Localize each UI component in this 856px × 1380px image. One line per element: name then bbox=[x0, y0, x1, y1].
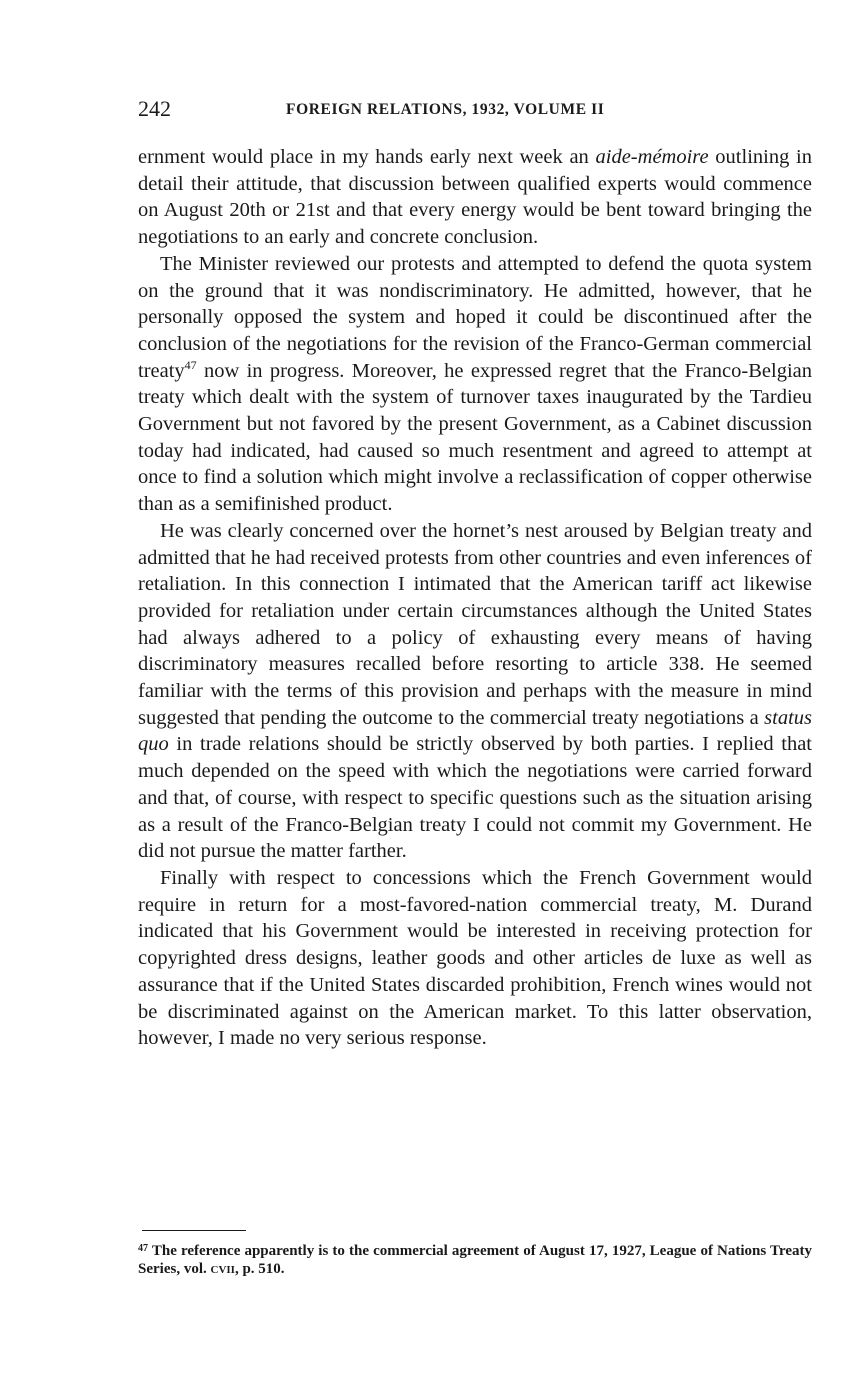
body-text bbox=[138, 144, 812, 1052]
paragraph-2-text-b: now in progress. Moreover, he expressed regret that the Franco-Belgian treaty which dealt with the system of turnover taxes inaugurated by the Tardieu Government but not favored by the present Government, as a Cabinet discussion today had indicated, had caused so much resentment and agreed to attempt at once to find a solution which might involve a reclassification of copper otherwise than as a semifinished product. bbox=[138, 359, 812, 516]
paragraph-3-text-a: He was clearly concerned over the hornet’s nest aroused by Belgian treaty and admitted that he had received protests from other countries and even inferences of retaliation. In this connection I intimated that the American tariff act likewise provided for retaliation under certain circumstances although the United States had always adhered to a policy of exhausting every means of having discriminatory measures recalled before resorting to article 338. He seemed familiar with the terms of this provision and perhaps with the measure in mind suggested that pending the outcome to the commercial treaty negotiations a bbox=[138, 519, 812, 729]
footnote-divider bbox=[142, 1230, 246, 1231]
paragraph-1-text-a: ernment would place in my hands early next week an bbox=[138, 146, 596, 168]
running-title: FOREIGN RELATIONS, 1932, VOLUME II bbox=[286, 101, 605, 118]
paragraph-1-text-b: outlining in detail their attitude, that discussion between qualified experts would commence on August 20th or 21st and that every energy would be bent toward bringing the negotiations to an early and concrete conclusion. bbox=[138, 146, 812, 249]
footnote-47 bbox=[138, 1240, 812, 1278]
paragraph-3-text-b: in trade relations should be strictly observed by both parties. I replied that much depended on the speed with which the negotiations were carried forward and that, of course, with respect to specific questions such as the situation arising as a result of the Franco-Belgian treaty I could not commit my Government. He did not pursue the matter farther. bbox=[138, 733, 812, 863]
paragraph-4 bbox=[138, 865, 812, 1052]
footnote-text-a: The reference apparently is to the commercial agreement of August 17, 1927, League of Nations Treaty Series, vol. bbox=[138, 1243, 812, 1277]
paragraph-1-italic: aide-mémoire bbox=[595, 146, 709, 168]
footnote-text-b: , p. 510. bbox=[234, 1261, 285, 1277]
paragraph-3 bbox=[138, 518, 812, 865]
paragraph-3-italic: status quo bbox=[138, 706, 812, 756]
footnote-marker: 47 bbox=[138, 1243, 148, 1254]
footnote-reference-47: 47 bbox=[184, 357, 197, 372]
footnote-volume: cvii bbox=[210, 1261, 235, 1277]
paragraph-2-text-a: The Minister reviewed our protests and attempted to defend the quota system on the ground that it was nondiscriminatory. He admitted, however, that he personally opposed the system and hoped it could be discontinued after the conclusion of the negotiations for the revision of the Franco-German commercial treaty bbox=[138, 252, 812, 382]
paragraph-2 bbox=[138, 251, 812, 518]
paragraph-1 bbox=[138, 144, 812, 251]
paragraph-4-text: Finally with respect to concessions which the French Government would require in return for a most-favored-nation commercial treaty, M. Durand indicated that his Government would be interested in receiving protection for copyrighted dress designs, leather goods and other articles de luxe as well as assurance that if the United States discarded prohibition, French wines would not be discriminated against on the American market. To this latter observation, however, I made no very serious response. bbox=[138, 866, 812, 1050]
page-number: 242 bbox=[138, 96, 171, 121]
running-header bbox=[138, 96, 812, 124]
